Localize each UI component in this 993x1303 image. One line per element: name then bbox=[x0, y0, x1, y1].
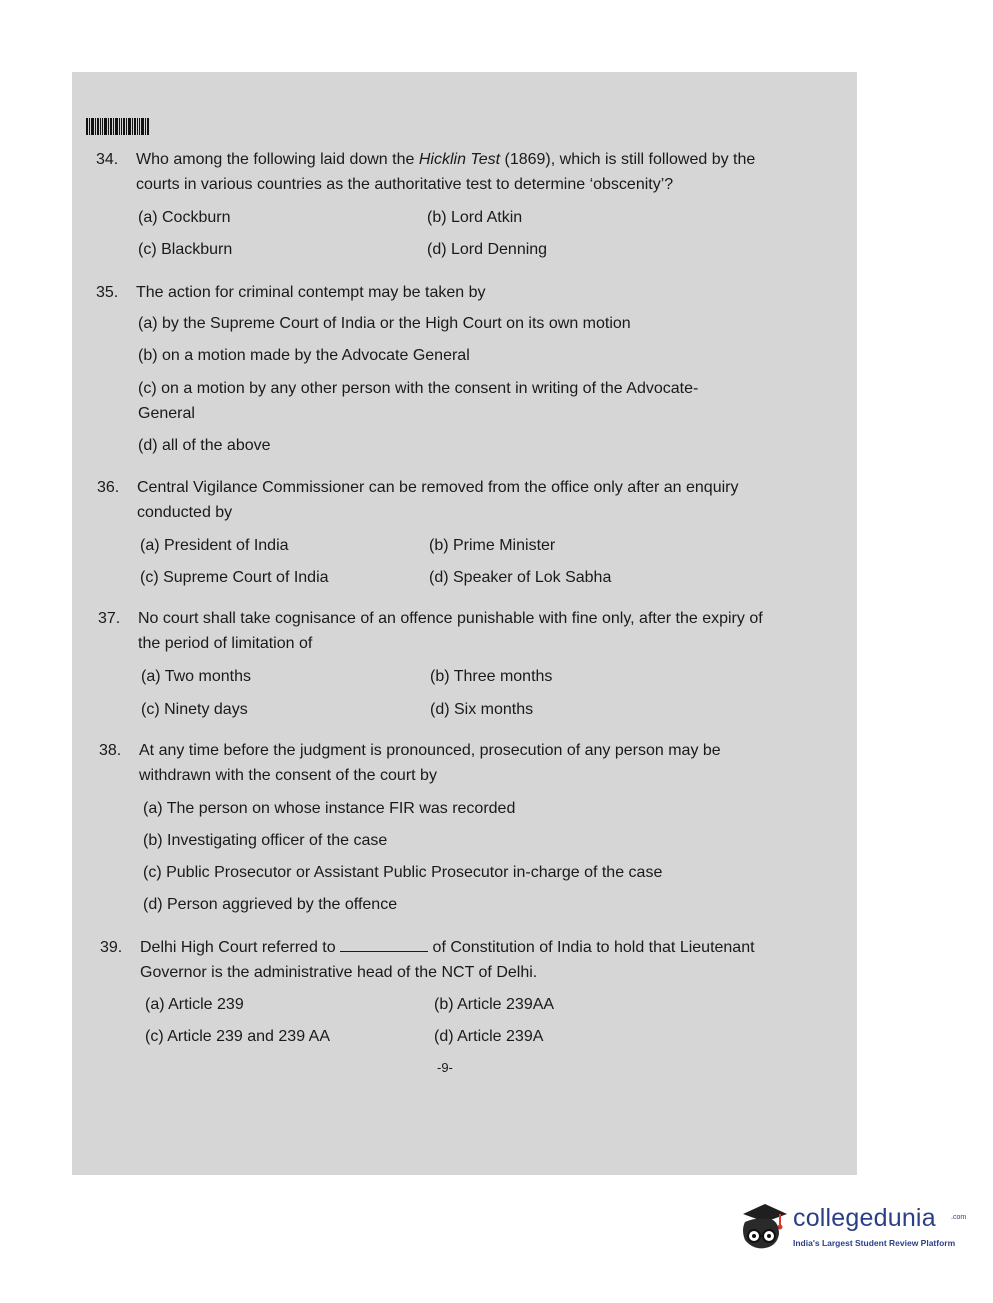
option-a: (a) by the Supreme Court of India or the High Court on its own motion bbox=[138, 315, 631, 332]
question-text: Who among the following laid down the Hicklin Test (1869), which is still followed by the courts in various countries as the authoritative test to determine ‘obscenity’? bbox=[136, 151, 756, 193]
option-a: (a) Cockburn bbox=[138, 209, 231, 226]
question-text: At any time before the judgment is pronounced, prosecution of any person may be withdrawn with the consent of the court by bbox=[139, 742, 721, 784]
question-39 bbox=[100, 935, 780, 987]
question-number: 36. bbox=[97, 479, 120, 496]
option-a: (a) President of India bbox=[140, 537, 289, 554]
option-d: (d) all of the above bbox=[138, 437, 271, 454]
option-a: (a) Two months bbox=[141, 668, 251, 685]
option-b: (b) on a motion made by the Advocate General bbox=[138, 347, 470, 364]
logo-wordmark: collegedunia bbox=[793, 1204, 936, 1232]
question-38 bbox=[99, 738, 779, 790]
option-d: (d) Speaker of Lok Sabha bbox=[429, 569, 612, 586]
option-b: (b) Article 239AA bbox=[434, 996, 555, 1013]
logo-tagline: India's Largest Student Review Platform bbox=[793, 1238, 956, 1248]
question-34 bbox=[96, 147, 776, 199]
question-37 bbox=[98, 606, 778, 658]
option-c: (c) Blackburn bbox=[138, 241, 233, 258]
student-mascot-icon bbox=[735, 1200, 789, 1252]
question-text: The action for criminal contempt may be taken by bbox=[136, 284, 486, 301]
question-text: No court shall take cognisance of an offence punishable with fine only, after the expiry of the period of limitation of bbox=[138, 610, 763, 652]
option-b: (b) Lord Atkin bbox=[427, 209, 523, 226]
question-text: Delhi High Court referred to of Constitution of India to hold that Lieutenant Governor is the administrative head of the NCT of Delhi. bbox=[140, 939, 755, 981]
option-a: (a) Article 239 bbox=[145, 996, 244, 1013]
question-number: 34. bbox=[96, 151, 119, 168]
option-a: (a) The person on whose instance FIR was recorded bbox=[143, 800, 516, 817]
question-number: 39. bbox=[100, 939, 123, 956]
question-36 bbox=[97, 475, 777, 527]
collegedunia-logo[interactable] bbox=[735, 1196, 965, 1258]
option-c: (c) Public Prosecutor or Assistant Public Prosecutor in-charge of the case bbox=[143, 864, 663, 881]
option-c: (c) on a motion by any other person with the consent in writing of the Advocate-General bbox=[138, 380, 699, 422]
option-b: (b) Investigating officer of the case bbox=[143, 832, 388, 849]
page-number: -9- bbox=[437, 1060, 453, 1075]
option-c: (c) Supreme Court of India bbox=[140, 569, 329, 586]
barcode-icon bbox=[86, 118, 150, 135]
option-d: (d) Article 239A bbox=[434, 1028, 544, 1045]
option-d: (d) Six months bbox=[430, 701, 534, 718]
option-b: (b) Prime Minister bbox=[429, 537, 556, 554]
option-c: (c) Ninety days bbox=[141, 701, 248, 718]
logo-domain-suffix: .com bbox=[951, 1214, 967, 1221]
option-d: (d) Person aggrieved by the offence bbox=[143, 896, 398, 913]
option-d: (d) Lord Denning bbox=[427, 241, 548, 258]
fill-in-blank bbox=[340, 937, 428, 952]
question-number: 35. bbox=[96, 284, 119, 301]
question-text: Central Vigilance Commissioner can be removed from the office only after an enquiry conducted by bbox=[137, 479, 739, 521]
option-c: (c) Article 239 and 239 AA bbox=[145, 1028, 330, 1045]
question-number: 38. bbox=[99, 742, 122, 759]
option-b: (b) Three months bbox=[430, 668, 553, 685]
question-number: 37. bbox=[98, 610, 121, 627]
question-35 bbox=[96, 280, 776, 306]
